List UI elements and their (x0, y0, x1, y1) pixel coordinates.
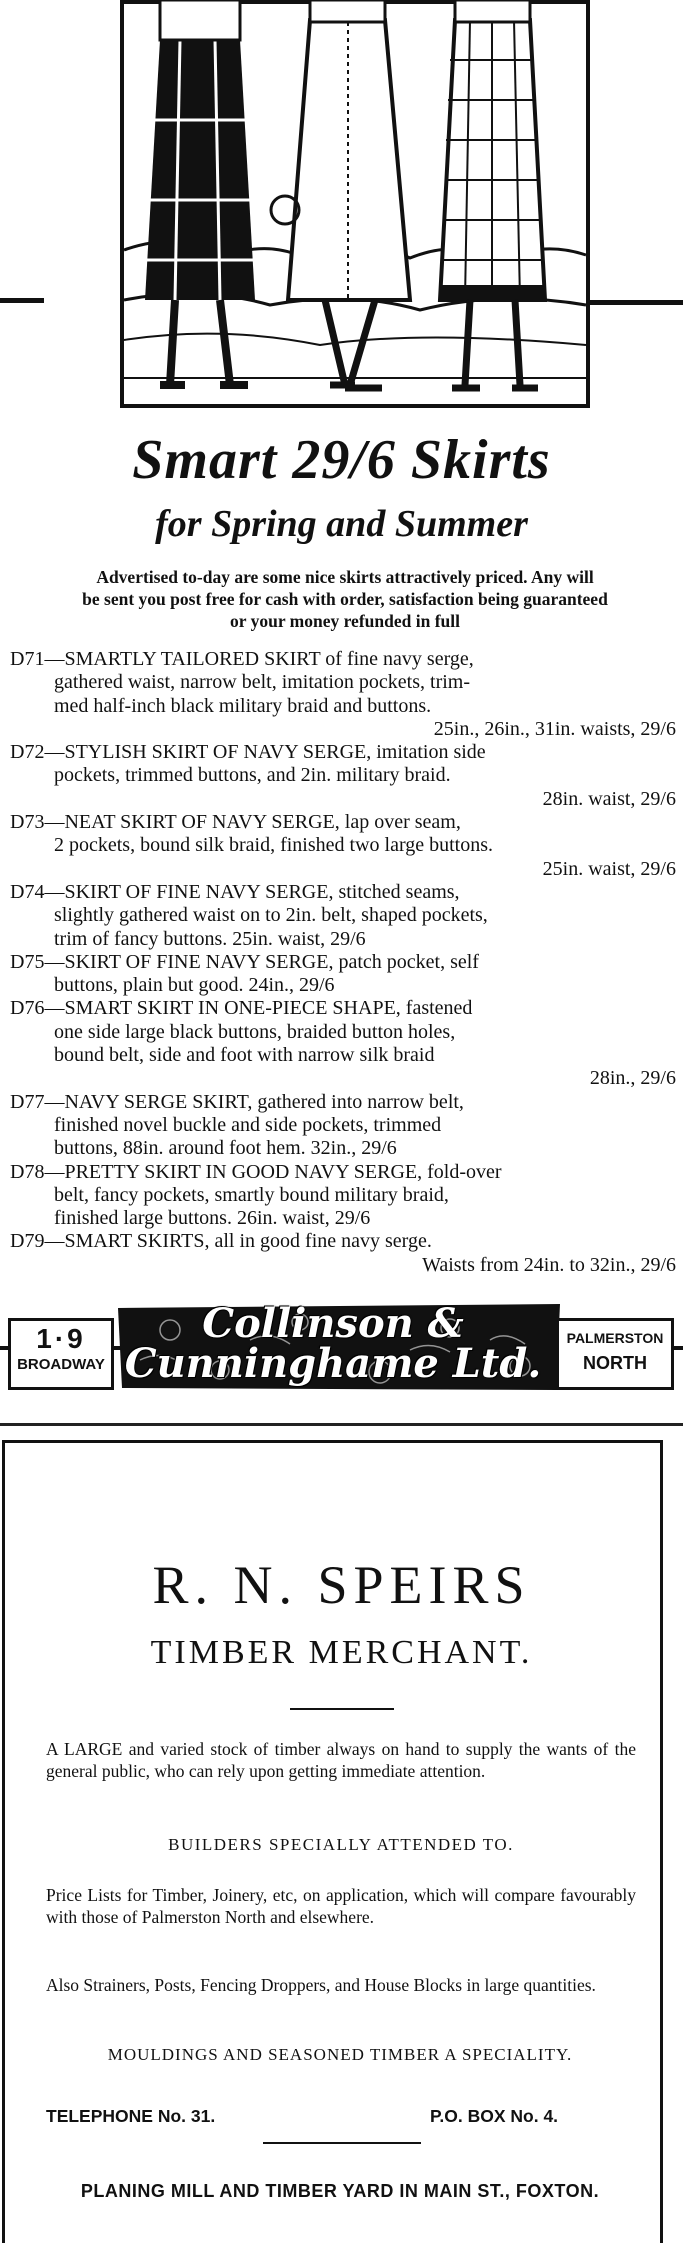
item-line: belt, fancy pockets, smartly bound military braid, (54, 1183, 449, 1206)
footer-divider (263, 2142, 421, 2144)
item-line: D78—PRETTY SKIRT IN GOOD NAVY SERGE, fold-over (10, 1160, 502, 1183)
item-line: trim of fancy buttons. 25in. waist, 29/6 (54, 927, 366, 950)
po-box-number: P.O. BOX No. 4. (430, 2106, 559, 2126)
item-line: 2 pockets, bound silk braid, finished two large buttons. (54, 834, 494, 857)
item-line: finished novel buckle and side pockets, trimmed (54, 1113, 442, 1136)
ad-headline: Smart 29/6 Skirts (132, 429, 551, 491)
ad-intro (10, 566, 680, 632)
item-line: D73—NEAT SKIRT OF NAVY SERGE, lap over seam, (10, 811, 461, 834)
item-price: 25in. waist, 29/6 (542, 857, 676, 880)
skirts-illustration (120, 0, 590, 408)
item-line: D79—SMART SKIRTS, all in good fine navy serge. (10, 1230, 432, 1253)
item-price: 28in. waist, 29/6 (542, 787, 676, 810)
strainers-paragraph: Also Strainers, Posts, Fencing Droppers, and House Blocks in large quantities. (46, 1975, 596, 1995)
item-line: D71—SMARTLY TAILORED SKIRT of fine navy serge, (10, 648, 474, 670)
street-name: BROADWAY (17, 1356, 105, 1373)
item-line: med half-inch black military braid and buttons. (54, 694, 432, 717)
merchant-name: R. N. SPEIRS (152, 1555, 531, 1615)
item-line: bound belt, side and foot with narrow silk braid (54, 1044, 435, 1067)
planing-mill-address: PLANING MILL AND TIMBER YARD IN MAIN ST., FOXTON. (80, 2181, 600, 2201)
section-divider (0, 1423, 683, 1426)
title-underline (290, 1708, 394, 1710)
ad-subheadline: for Spring and Summer (155, 503, 528, 545)
item-line: slightly gathered waist on to 2in. belt, shaped pockets, (54, 904, 488, 927)
item-price: Waists from 24in. to 32in., 29/6 (422, 1253, 676, 1276)
item-line: D72—STYLISH SKIRT OF NAVY SERGE, imitation side (10, 741, 486, 764)
intro-line: be sent you post free for cash with order, satisfaction being guaranteed (82, 589, 608, 609)
item-price: 28in., 29/6 (589, 1067, 676, 1090)
address-box-left (8, 1318, 114, 1390)
skirt-item-list (10, 648, 676, 1277)
logo-overlay (0, 1300, 683, 1395)
town-suffix: NORTH (583, 1353, 647, 1373)
item-line: D75—SKIRT OF FINE NAVY SERGE, patch pocket, self (10, 950, 479, 973)
item-line: buttons, plain but good. 24in., 29/6 (54, 974, 335, 997)
item-line: buttons, 88in. around foot hem. 32in., 29/6 (54, 1137, 397, 1160)
town-name: PALMERSTON (566, 1330, 664, 1346)
right-rule (590, 300, 683, 305)
price-list-paragraph: Price Lists for Timber, Joinery, etc, on application, which will compare favourably with those of Palmerston North and elsewhere. (46, 1885, 636, 1927)
company-script-name: Collinson & Cunninghame Ltd. (124, 1300, 542, 1387)
intro-line: or your money refunded in full (230, 611, 460, 631)
merchant-trade: TIMBER MERCHANT. (150, 1634, 533, 1671)
builders-line: BUILDERS SPECIALLY ATTENDED TO. (168, 1835, 514, 1854)
address-box-right (556, 1318, 674, 1390)
left-rule (0, 298, 44, 303)
street-number: 1·9 (36, 1323, 86, 1354)
intro-line: Advertised to-day are some nice skirts attractively priced. Any will (96, 567, 594, 587)
item-line: D76—SMART SKIRT IN ONE-PIECE SHAPE, fastened (10, 997, 473, 1020)
item-line: D74—SKIRT OF FINE NAVY SERGE, stitched seams, (10, 880, 460, 903)
mouldings-line: MOULDINGS AND SEASONED TIMBER A SPECIALITY. (107, 2045, 573, 2064)
item-line: gathered waist, narrow belt, imitation pockets, trim- (54, 671, 470, 694)
item-line: D77—NAVY SERGE SKIRT, gathered into narrow belt, (10, 1090, 464, 1113)
telephone-number: TELEPHONE No. 31. (46, 2106, 216, 2126)
item-line: pockets, trimmed buttons, and 2in. military braid. (54, 764, 451, 787)
item-price: 25in., 26in., 31in. waists, 29/6 (433, 717, 676, 740)
item-line: finished large buttons. 26in. waist, 29/6 (54, 1207, 371, 1230)
item-line: one side large black buttons, braided button holes, (54, 1020, 456, 1043)
stock-paragraph: A LARGE and varied stock of timber always on hand to supply the wants of the general public, who can rely upon getting immediate attention. (46, 1739, 636, 1781)
